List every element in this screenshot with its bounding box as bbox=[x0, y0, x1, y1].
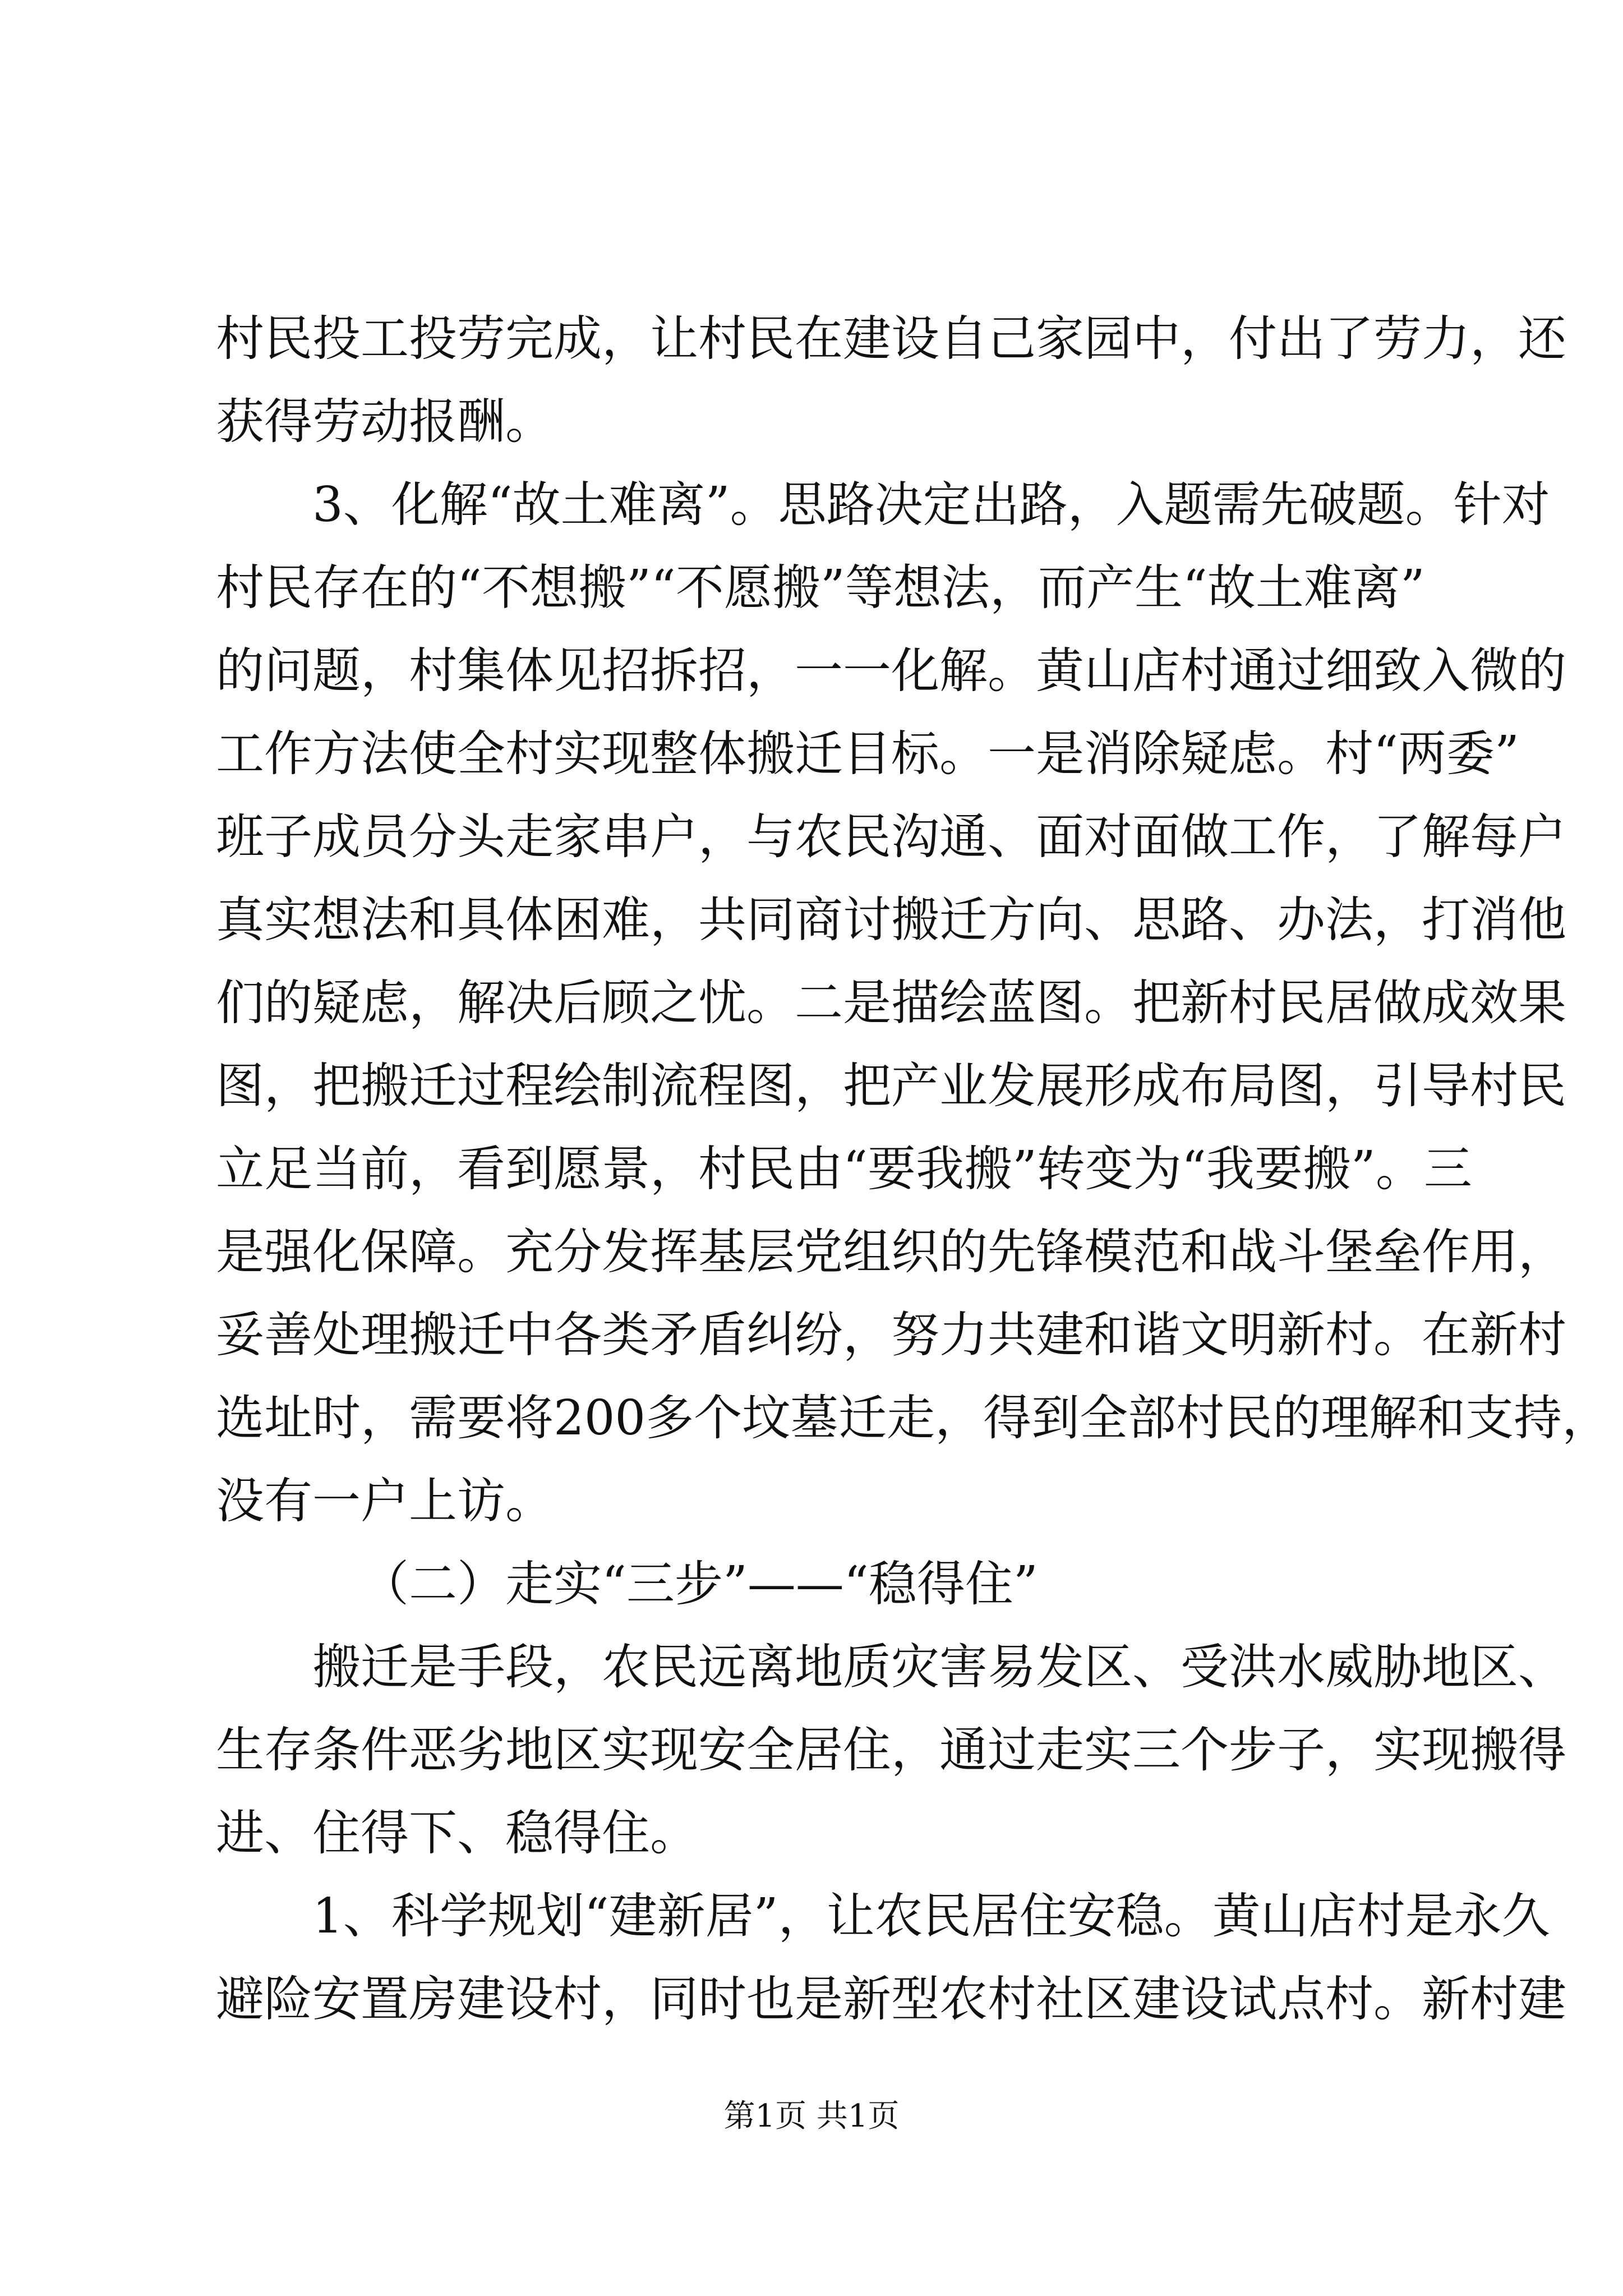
text-line: 1、科学规划“建新居”，让农民居住安稳。黄山店村是永久 bbox=[312, 1888, 1550, 1944]
text-line: 是强化保障。充分发挥基层党组织的先锋模范和战斗堡垒作用， bbox=[216, 1224, 1566, 1280]
text-line: 生存条件恶劣地区实现安全居住，通过走实三个步子，实现搬得 bbox=[216, 1722, 1566, 1778]
text-line: 搬迁是手段，农民远离地质灾害易发区、受洪水威胁地区、 bbox=[312, 1639, 1566, 1695]
text-line: 妥善处理搬迁中各类矛盾纠纷，努力共建和谐文明新村。在新村 bbox=[216, 1307, 1566, 1363]
text-line: 3、化解“故土难离”。思路决定出路，入题需先破题。针对 bbox=[312, 477, 1550, 533]
section-heading: （二）走实“三步”——“稳得住” bbox=[361, 1556, 1038, 1612]
text-line: 避险安置房建设村，同时也是新型农村社区建设试点村。新村建 bbox=[216, 1971, 1566, 2027]
text-line: 班子成员分头走家串户，与农民沟通、面对面做工作，了解每户 bbox=[216, 809, 1566, 865]
text-line: 立足当前，看到愿景，村民由“要我搬”转变为“我要搬”。三 bbox=[216, 1141, 1472, 1197]
text-line: 的问题，村集体见招拆招，一一化解。黄山店村通过细致入微的 bbox=[216, 643, 1566, 699]
page-footer: 第1页 共1页 bbox=[723, 2098, 900, 2134]
text-line: 选址时，需要将200多个坟墓迁走，得到全部村民的理解和支持， bbox=[216, 1390, 1611, 1446]
text-line: 村民存在的“不想搬”“不愿搬”等想法，而产生“故土难离” bbox=[216, 560, 1425, 616]
text-line: 真实想法和具体困难，共同商讨搬迁方向、思路、办法，打消他 bbox=[216, 892, 1566, 948]
text-line: 村民投工投劳完成，让村民在建设自己家园中，付出了劳力，还 bbox=[216, 311, 1566, 367]
text-line: 们的疑虑，解决后顾之忧。二是描绘蓝图。把新村民居做成效果 bbox=[216, 975, 1566, 1031]
document-body bbox=[216, 297, 1611, 2041]
text-line: 图，把搬迁过程绘制流程图，把产业发展形成布局图，引导村民 bbox=[216, 1058, 1566, 1114]
text-line: 进、住得下、稳得住。 bbox=[216, 1805, 698, 1861]
text-line: 没有一户上访。 bbox=[216, 1473, 554, 1529]
text-line: 工作方法使全村实现整体搬迁目标。一是消除疑虑。村“两委” bbox=[216, 726, 1519, 782]
text-line: 获得劳动报酬。 bbox=[216, 394, 554, 450]
